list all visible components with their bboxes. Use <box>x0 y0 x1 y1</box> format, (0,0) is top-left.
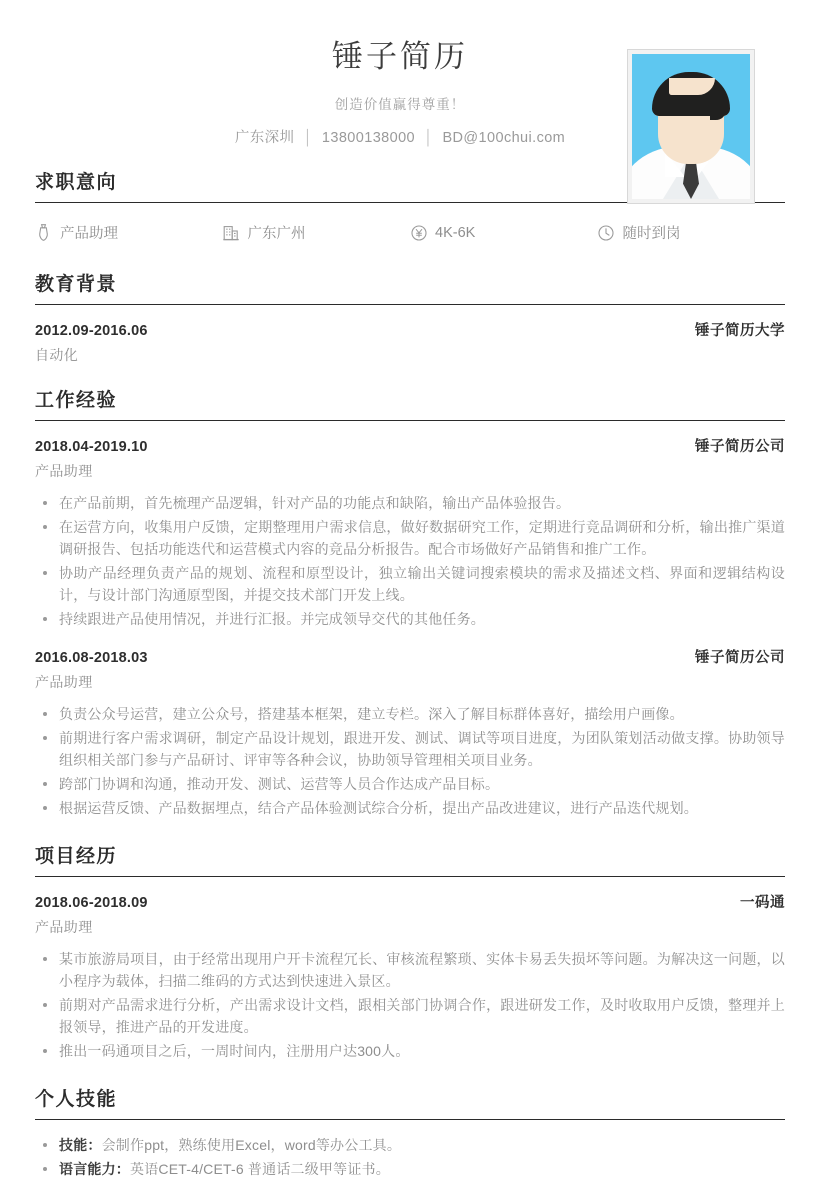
spacer-after-project <box>35 1064 785 1082</box>
work-role: 产品助理 <box>35 463 93 479</box>
list-item: 前期进行客户需求调研，制定产品设计规划，跟进开发、测试、调试等项目进度，为团队策划活动做支撑。协助领导组织相关部门参与产品研讨、评审等各种会议，协助领导管理相关项目业务。 <box>35 727 785 771</box>
contact-phone: 13800138000 <box>321 129 416 146</box>
section-education <box>35 269 785 365</box>
section-work <box>35 385 785 819</box>
work-entry-head <box>35 646 785 667</box>
section-project <box>35 841 785 1062</box>
project-bullets <box>35 948 785 1062</box>
intention-item-city <box>223 222 411 243</box>
contact-location: 广东深圳 <box>234 129 295 146</box>
avatar <box>632 54 750 199</box>
project-entry-head <box>35 891 785 912</box>
resume-header <box>35 0 785 165</box>
work-bullets <box>35 492 785 630</box>
list-item: 负责公众号运营，建立公众号，搭建基本框架，建立专栏。深入了解目标群体喜好，描绘用户画像。 <box>35 703 785 725</box>
education-date: 2012.09-2016.06 <box>35 323 148 339</box>
list-item: 持续跟进产品使用情况，并进行汇报。并完成领导交代的其他任务。 <box>35 608 785 630</box>
skill-label: 技能： <box>59 1137 102 1153</box>
work-entry <box>35 632 785 819</box>
list-item: 某市旅游局项目，由于经常出现用户开卡流程冗长、审核流程繁琐、实体卡易丢失损坏等问题。为解决这一问题，以小程序为载体，扫描二维码的方式达到快速进入景区。 <box>35 948 785 992</box>
list-item: 根据运营反馈、产品数据埋点，结合产品体验测试综合分析，提出产品改进建议，进行产品迭代规划。 <box>35 797 785 819</box>
section-title-education: 教育背景 <box>35 274 118 295</box>
contact-separator-2: │ <box>424 129 434 146</box>
section-title-work: 工作经验 <box>35 390 118 411</box>
work-date: 2018.04-2019.10 <box>35 439 148 455</box>
work-company: 锤子简历公司 <box>695 439 785 455</box>
skill-label: 语言能力： <box>59 1161 130 1177</box>
skills-bullets <box>35 1134 785 1180</box>
intention-row <box>35 203 785 257</box>
page-title: 锤子简历 <box>332 39 468 74</box>
intention-availability-value: 随时到岗 <box>622 226 681 242</box>
list-item <box>35 1134 785 1156</box>
work-date: 2016.08-2018.03 <box>35 650 148 666</box>
intention-item-position <box>35 222 223 243</box>
skill-value: 会制作ppt，熟练使用Excel，word等办公工具。 <box>101 1137 402 1153</box>
education-major: 自动化 <box>35 347 79 363</box>
work-role: 产品助理 <box>35 674 93 690</box>
education-entry-head <box>35 319 785 340</box>
skill-value: 英语CET-4/CET-6 普通话二级甲等证书。 <box>130 1161 390 1177</box>
work-entry-head <box>35 435 785 456</box>
header-slogan: 创造价值赢得尊重！ <box>334 96 466 112</box>
list-item: 前期对产品需求进行分析，产出需求设计文档，跟相关部门协调合作，跟进研发工作，及时收取用户反馈，整理并上报领导，推进产品的开发进度。 <box>35 994 785 1038</box>
section-rule-skills <box>35 1119 785 1120</box>
project-name: 一码通 <box>740 895 785 911</box>
spacer-after-work <box>35 821 785 839</box>
list-item: 跨部门协调和沟通，推动开发、测试、运营等人员合作达成产品目标。 <box>35 773 785 795</box>
contact-separator-1: │ <box>303 129 313 146</box>
project-entry <box>35 877 785 1062</box>
intention-position-value: 产品助理 <box>60 226 118 242</box>
intention-item-salary <box>410 222 598 243</box>
intention-item-availability <box>598 222 786 243</box>
section-title-intention: 求职意向 <box>35 172 118 193</box>
clock-icon <box>598 224 615 241</box>
list-item: 在运营方向，收集用户反馈，定期整理用户需求信息，做好数据研究工作，定期进行竞品调研和分析，输出推广渠道调研报告、包括功能迭代和运营模式内容的竞品分析报告。配合市场做好产品销售和推广工作。 <box>35 516 785 560</box>
section-title-project: 项目经历 <box>35 846 118 867</box>
yen-icon <box>410 224 427 241</box>
work-company: 锤子简历公司 <box>695 650 785 666</box>
section-skills <box>35 1084 785 1180</box>
spacer-after-education <box>35 365 785 383</box>
education-entry <box>35 305 785 365</box>
education-school: 锤子简历大学 <box>695 323 785 339</box>
building-icon <box>223 224 240 241</box>
work-entry <box>35 421 785 630</box>
list-item: 推出一码通项目之后，一周时间内，注册用户达300人。 <box>35 1040 785 1062</box>
list-item: 协助产品经理负责产品的规划、流程和原型设计，独立输出关键词搜索模块的需求及描述文档、界面和逻辑结构设计，与设计部门沟通原型图，并提交技术部门开发上线。 <box>35 562 785 606</box>
tie-icon <box>35 224 52 241</box>
avatar-frame <box>627 49 755 204</box>
contact-email: BD@100chui.com <box>442 129 566 146</box>
intention-salary-value: 4K-6K <box>435 224 476 241</box>
list-item <box>35 1158 785 1180</box>
intention-city-value: 广东广州 <box>247 226 306 242</box>
project-date: 2018.06-2018.09 <box>35 895 148 911</box>
section-title-skills: 个人技能 <box>35 1089 118 1110</box>
list-item: 在产品前期，首先梳理产品逻辑，针对产品的功能点和缺陷，输出产品体验报告。 <box>35 492 785 514</box>
spacer-after-intention <box>35 257 785 267</box>
project-role: 产品助理 <box>35 919 93 935</box>
work-bullets <box>35 703 785 819</box>
